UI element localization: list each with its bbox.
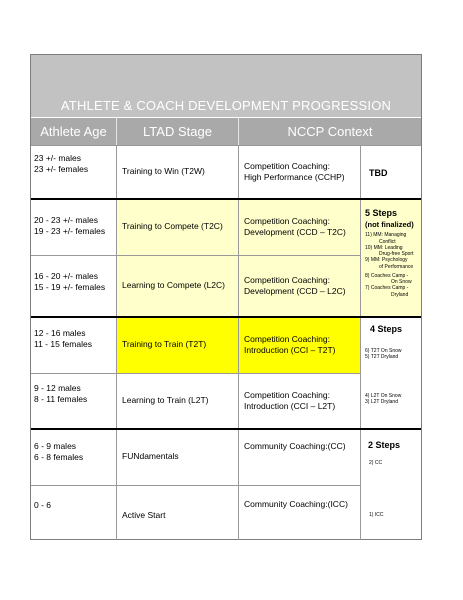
context-cell-t2t [238, 317, 360, 373]
step-item: 10) MM: Leading [365, 244, 403, 251]
step-item: 1) ICC [369, 511, 384, 518]
context-line-1: Competition Coaching: [244, 333, 330, 344]
step-item: On Snow [391, 279, 412, 286]
context-line-1: Competition Coaching: [244, 215, 330, 226]
age-males: 9 - 12 males [34, 383, 81, 393]
context-line-2: High Performance (CCHP) [244, 172, 345, 182]
stage-label: Active Start [122, 510, 166, 520]
step-item: 8) Coaches Camp - [365, 272, 409, 279]
row-divider [31, 255, 360, 256]
steps-title: 2 Steps [368, 440, 401, 450]
age-females: 19 - 23 +/- females [34, 226, 106, 237]
header-athlete-age: Athlete Age [31, 117, 116, 145]
step-item: 9) MM: Psychology [365, 257, 408, 264]
stage-cell-fundamentals [116, 429, 238, 485]
step-item: Conflict [379, 238, 396, 245]
row-divider [31, 145, 421, 146]
age-females: 11 - 15 females [34, 339, 92, 350]
step-item: 4) L2T On Snow [365, 393, 402, 400]
context-line-2: Development (CCD – L2C) [244, 286, 346, 296]
steps-cell-competition-introduction [360, 317, 421, 429]
table-title [31, 55, 421, 117]
stage-cell-l2t [116, 373, 238, 429]
steps-title: 4 Steps [370, 324, 403, 334]
group-divider [31, 428, 421, 430]
steps-cell-competition-development [360, 199, 421, 317]
title-text: ATHLETE & COACH DEVELOPMENT PROGRESSION [60, 98, 392, 113]
step-item: 11) MM: Managing [365, 232, 407, 239]
row-divider [31, 373, 360, 374]
stage-cell-t2c [116, 199, 238, 255]
age-males: 16 - 20 +/- males [34, 271, 99, 281]
step-item: 5) T2T Dryland [365, 353, 399, 360]
context-cell-active-start [238, 485, 360, 540]
context-line-2: Introduction (CCI – T2T) [244, 345, 336, 355]
context-line-1: Community Coaching:(CC) [244, 441, 346, 451]
age-males: 20 - 23 +/- males [34, 215, 99, 225]
age-cell-t2t [31, 317, 116, 373]
group-divider [31, 316, 421, 318]
age-range: 0 - 6 [34, 500, 52, 510]
step-item: 3) L2T Dryland [365, 399, 398, 406]
stage-cell-l2c [116, 255, 238, 317]
stage-label: Learning to Compete (L2C) [122, 280, 226, 291]
age-cell-l2c [31, 255, 116, 317]
header-nccp-context: NCCP Context [238, 117, 421, 145]
stage-cell-t2w [116, 145, 238, 199]
context-line-1: Competition Coaching: [244, 389, 330, 400]
context-cell-l2c [238, 255, 360, 317]
stage-label: Training to Train (T2T) [122, 339, 207, 350]
context-line-1: Community Coaching:(ICC) [244, 499, 348, 509]
context-line-2: Introduction (CCI – L2T) [244, 401, 336, 411]
age-cell-fundamentals [31, 429, 116, 485]
header-ltad-stage: LTAD Stage [116, 117, 238, 145]
step-item: Drug-free Sport [379, 251, 414, 258]
age-females: 8 - 11 females [34, 394, 88, 405]
age-females: 15 - 19 +/- females [34, 282, 106, 293]
age-cell-t2c [31, 199, 116, 255]
stage-cell-t2t [116, 317, 238, 373]
group-divider [31, 198, 421, 200]
context-cell-fundamentals [238, 429, 360, 485]
age-cell-active-start [31, 485, 116, 540]
context-cell-t2c [238, 199, 360, 255]
step-item: 2) CC [369, 459, 383, 466]
age-females: 23 +/- females [34, 164, 89, 175]
context-line-2: Development (CCD – T2C) [244, 227, 346, 237]
age-cell-l2t [31, 373, 116, 429]
age-cell-t2w [31, 145, 116, 199]
steps-title: 5 Steps [365, 208, 398, 218]
context-cell-t2w [238, 145, 360, 199]
steps-subtitle: (not finalized) [365, 219, 414, 229]
age-males: 6 - 9 males [34, 441, 77, 451]
stage-label: Training to Compete (T2C) [122, 221, 223, 232]
step-item: Dryland [391, 291, 409, 298]
row-divider [31, 485, 360, 486]
stage-cell-active-start [116, 485, 238, 540]
stage-label: Learning to Train (L2T) [122, 395, 209, 406]
age-females: 6 - 8 females [34, 452, 84, 463]
step-item: of Performance [379, 263, 414, 270]
context-cell-l2t [238, 373, 360, 429]
tbd-cell [360, 145, 421, 199]
context-line-1: Competition Coaching: [244, 160, 330, 171]
tbd-label: TBD [369, 168, 388, 178]
stage-label: FUNdamentals [122, 451, 179, 462]
stage-label: Training to Win (T2W) [122, 166, 205, 177]
context-line-1: Competition Coaching: [244, 274, 330, 285]
age-males: 23 +/- males [34, 153, 82, 163]
step-item: 7) Coaches Camp - [365, 285, 409, 292]
age-males: 12 - 16 males [34, 328, 86, 338]
step-item: 6) T2T On Snow [365, 347, 402, 354]
steps-cell-community [360, 429, 421, 540]
progression-table [30, 54, 422, 540]
